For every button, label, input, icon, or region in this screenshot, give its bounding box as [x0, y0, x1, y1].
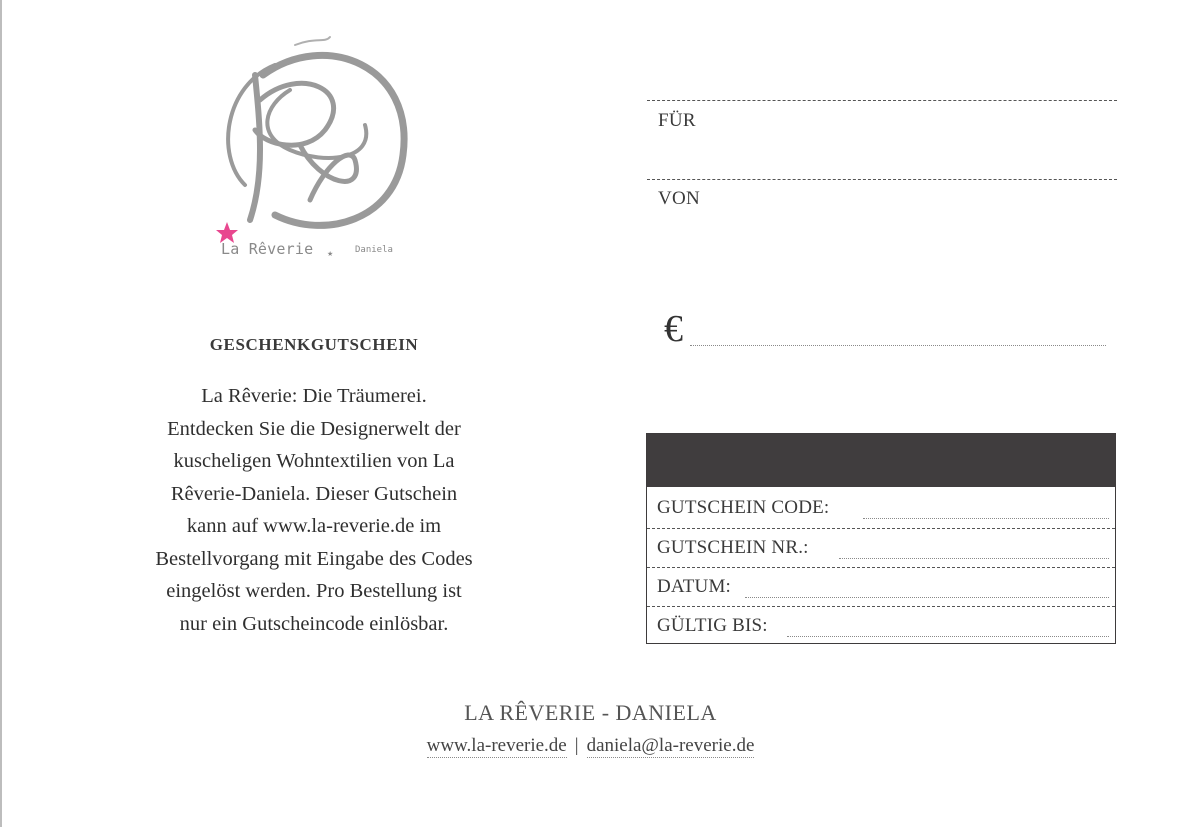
code-row-label: GÜLTIG BIS: [657, 615, 768, 636]
code-row-label: GUTSCHEIN CODE: [657, 497, 830, 518]
description-line: nur ein Gutscheincode einlösbar. [179, 612, 449, 635]
code-row-gutschein-nr[interactable] [647, 528, 1115, 567]
code-row-dots [863, 518, 1109, 519]
brand-name: La Rêverie [221, 240, 314, 258]
code-row-label: DATUM: [657, 576, 732, 597]
description-line: kuscheligen Wohntextilien von La [173, 450, 455, 472]
description-line: eingelöst werden. Pro Bestellung ist [166, 580, 462, 602]
description-line: Entdecken Sie die Designerwelt der [167, 417, 461, 440]
description-line: La Rêverie: Die Träumerei. [201, 385, 427, 407]
rd-monogram-logo-icon [205, 35, 435, 270]
fuer-line[interactable] [647, 100, 1117, 101]
description-line: Bestellvorgang mit Eingabe des Codes [155, 547, 473, 570]
code-row-gueltig-bis[interactable] [647, 606, 1115, 645]
von-line[interactable] [647, 179, 1117, 180]
footer-contact [0, 735, 1181, 757]
code-row-dots [839, 558, 1109, 559]
footer-website-link[interactable]: www.la-reverie.de [426, 735, 567, 756]
euro-symbol: € [664, 308, 683, 350]
footer-company: LA RÊVERIE - DANIELA [464, 700, 717, 725]
von-label: VON [658, 188, 701, 209]
description-line: Rêverie-Daniela. Dieser Gutschein [170, 482, 458, 505]
voucher-title: GESCHENKGUTSCHEIN [209, 335, 419, 354]
code-row-gutschein-code[interactable] [647, 489, 1115, 528]
description-line: kann auf www.la-reverie.de im [186, 515, 442, 537]
amount-line[interactable] [690, 345, 1106, 346]
code-box-header [647, 434, 1115, 487]
voucher-code-box [646, 433, 1116, 644]
code-row-datum[interactable] [647, 567, 1115, 606]
footer-email-link[interactable]: daniela@la-reverie.de [586, 735, 755, 756]
code-row-dots [787, 636, 1109, 637]
code-row-label: GUTSCHEIN NR.: [657, 537, 809, 558]
small-star-icon: ★ [327, 250, 334, 258]
footer-separator: | [574, 735, 579, 756]
voucher-description [95, 380, 533, 640]
fuer-label: FÜR [658, 110, 696, 131]
code-row-dots [745, 597, 1109, 598]
brand-subname: Daniela [355, 245, 393, 255]
